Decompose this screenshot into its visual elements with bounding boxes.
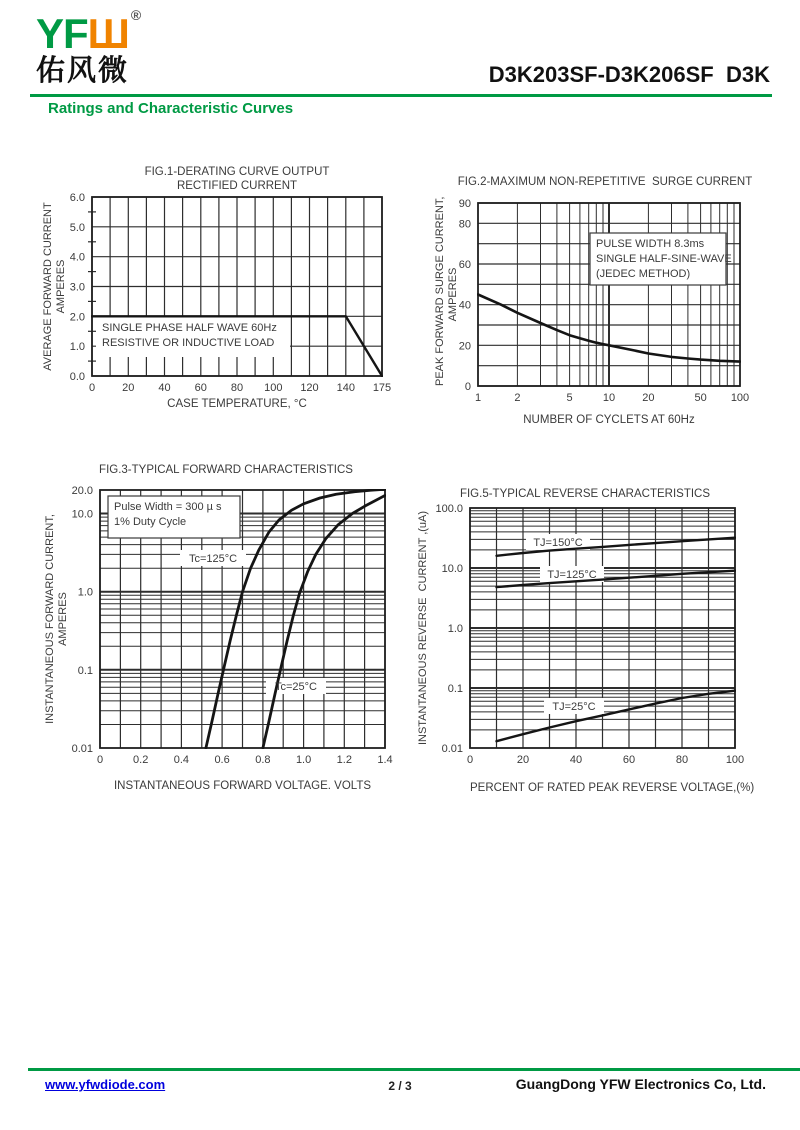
svg-text:0.2: 0.2: [133, 754, 149, 766]
svg-text:2.0: 2.0: [69, 311, 85, 324]
svg-text:0.6: 0.6: [214, 754, 230, 766]
svg-text:0: 0: [464, 381, 471, 393]
svg-text:0.8: 0.8: [255, 754, 271, 766]
svg-text:3.0: 3.0: [69, 281, 85, 294]
svg-text:1.4: 1.4: [377, 754, 393, 766]
svg-text:2: 2: [514, 392, 521, 404]
svg-text:TJ=25°C: TJ=25°C: [552, 701, 596, 713]
svg-text:40: 40: [569, 754, 583, 766]
yfw-logo: [36, 8, 140, 86]
chart-fig2-surge-current: [420, 158, 780, 426]
footer-divider-line: [28, 1068, 800, 1071]
fig2-title: FIG.2-MAXIMUM NON-REPETITIVE SURGE CURRENT: [457, 176, 753, 188]
fig1-subtitle: RECTIFIED CURRENT: [176, 180, 298, 192]
svg-text:1% Duty Cycle: 1% Duty Cycle: [114, 516, 187, 528]
svg-text:20: 20: [458, 340, 471, 353]
fig5-y-axis-label: INSTANTANEOUS REVERSE CURRENT ,(uA): [417, 510, 429, 746]
svg-text:100: 100: [264, 382, 283, 394]
logo-w-glyph: Ш: [87, 10, 129, 57]
svg-text:(JEDEC METHOD): (JEDEC METHOD): [596, 268, 691, 280]
company-name: GuangDong YFW Electronics Co, Ltd.: [515, 1076, 766, 1092]
svg-text:90: 90: [458, 198, 471, 210]
svg-text:1.2: 1.2: [336, 754, 352, 766]
svg-text:6.0: 6.0: [69, 192, 85, 204]
fig3-title: FIG.3-TYPICAL FORWARD CHARACTERISTICS: [99, 464, 353, 476]
svg-text:20.0: 20.0: [71, 485, 93, 497]
section-title: Ratings and Characteristic Curves: [48, 100, 294, 117]
svg-text:60: 60: [194, 382, 207, 394]
registered-trademark-icon: ®: [130, 7, 141, 23]
svg-text:0: 0: [96, 754, 104, 766]
svg-text:100: 100: [725, 754, 745, 766]
svg-text:0: 0: [466, 754, 474, 766]
fig1-y-axis-label: AVERAGE FORWARD CURRENT AMPERES: [42, 202, 67, 371]
fig2-x-axis-label: NUMBER OF CYCLETS AT 60Hz: [523, 414, 695, 426]
svg-text:120: 120: [300, 382, 319, 394]
svg-text:5: 5: [566, 392, 573, 404]
svg-text:SINGLE HALF-SINE-WAVE: SINGLE HALF-SINE-WAVE: [596, 253, 732, 265]
fig3-x-axis-label: INSTANTANEOUS FORWARD VOLTAGE. VOLTS: [113, 780, 372, 792]
svg-text:1.0: 1.0: [295, 754, 312, 766]
svg-text:20: 20: [642, 392, 655, 404]
part-number-title: D3K203SF-D3K206SF D3K: [488, 62, 770, 87]
svg-text:TJ=125°C: TJ=125°C: [547, 569, 597, 581]
chart-fig3-forward-characteristics: [36, 458, 406, 803]
fig2-plot-area: [420, 188, 780, 420]
fig3-plot-area: [36, 484, 406, 784]
svg-text:1.0: 1.0: [77, 586, 93, 599]
svg-text:0.01: 0.01: [441, 743, 463, 755]
svg-text:0.1: 0.1: [447, 683, 463, 695]
svg-text:TJ=150°C: TJ=150°C: [533, 537, 583, 549]
fig3-y-axis-label: INSTANTANEOUS FORWARD CURRENT, AMPERES: [44, 514, 69, 724]
svg-text:PULSE WIDTH 8.3ms: PULSE WIDTH 8.3ms: [596, 238, 705, 250]
fig2-y-axis-label: PEAK FORWARD SURGE CURRENT, AMPERES: [434, 196, 459, 386]
svg-text:60: 60: [458, 259, 471, 271]
fig5-plot-area: [410, 502, 780, 792]
header-divider-line: [30, 94, 772, 97]
svg-text:RESISTIVE OR INDUCTIVE LOAD: RESISTIVE OR INDUCTIVE LOAD: [102, 337, 275, 349]
logo-latin: [36, 7, 141, 57]
svg-text:50: 50: [694, 392, 707, 404]
svg-text:Tc=125°C: Tc=125°C: [188, 553, 238, 565]
logo-chinese-text: 佑风微: [36, 55, 130, 87]
svg-text:1.0: 1.0: [69, 341, 85, 354]
svg-text:100: 100: [730, 392, 750, 404]
svg-text:20: 20: [516, 754, 530, 766]
svg-text:40: 40: [158, 382, 171, 394]
svg-text:4.0: 4.0: [69, 251, 85, 264]
svg-text:0.1: 0.1: [77, 664, 93, 677]
page-number: 2 / 3: [388, 1079, 412, 1093]
svg-text:40: 40: [458, 299, 471, 312]
svg-text:140: 140: [336, 382, 355, 394]
fig1-x-axis-label: CASE TEMPERATURE, °C: [167, 398, 307, 410]
svg-text:80: 80: [675, 754, 689, 766]
fig5-title: FIG.5-TYPICAL REVERSE CHARACTERISTICS: [459, 488, 711, 500]
svg-text:10.0: 10.0: [71, 508, 93, 521]
svg-text:Tc=25°C: Tc=25°C: [274, 681, 318, 693]
svg-text:0.0: 0.0: [69, 371, 85, 383]
svg-text:5.0: 5.0: [69, 221, 85, 234]
fig1-plot-area: [36, 188, 406, 418]
svg-text:0: 0: [88, 382, 96, 394]
svg-text:175: 175: [372, 382, 392, 394]
svg-text:1.0: 1.0: [447, 623, 463, 635]
svg-text:20: 20: [122, 382, 135, 394]
chart-fig1-derating-curve: [36, 158, 406, 420]
svg-text:0.01: 0.01: [71, 743, 93, 755]
logo-yf-text: YF: [36, 10, 88, 57]
svg-text:Pulse Width = 300 µ s: Pulse Width = 300 µ s: [114, 501, 222, 513]
svg-text:60: 60: [622, 754, 636, 766]
svg-text:1: 1: [474, 392, 482, 404]
svg-text:SINGLE PHASE HALF WAVE 60Hz: SINGLE PHASE HALF WAVE 60Hz: [102, 322, 277, 334]
fig5-x-axis-label: PERCENT OF RATED PEAK REVERSE VOLTAGE,(%): [470, 782, 755, 794]
svg-text:80: 80: [230, 382, 244, 394]
svg-text:100.0: 100.0: [435, 503, 463, 515]
svg-text:10.0: 10.0: [441, 563, 463, 575]
svg-text:80: 80: [458, 218, 471, 231]
website-link[interactable]: www.yfwdiode.com: [45, 1077, 166, 1092]
chart-fig5-reverse-characteristics: [410, 458, 780, 803]
fig1-title: FIG.1-DERATING CURVE OUTPUT: [144, 166, 330, 178]
svg-text:10: 10: [602, 392, 616, 404]
svg-text:0.4: 0.4: [173, 754, 190, 766]
